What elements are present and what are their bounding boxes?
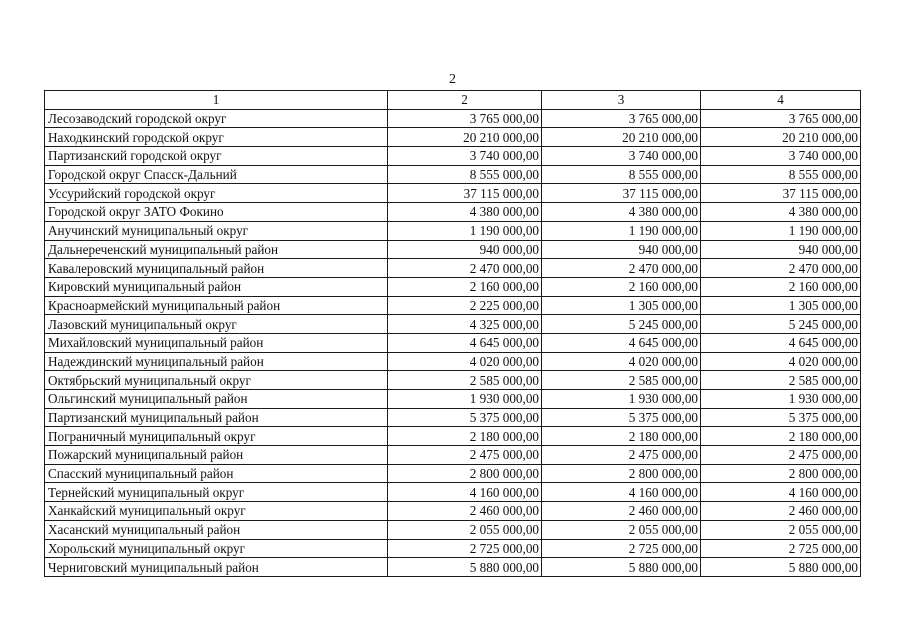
amount-col4-cell: 940 000,00	[701, 240, 861, 259]
amount-col2-cell: 2 800 000,00	[388, 464, 542, 483]
amount-col4-cell: 2 725 000,00	[701, 539, 861, 558]
amount-col3-cell: 4 645 000,00	[542, 333, 701, 352]
amount-col4-cell: 2 470 000,00	[701, 259, 861, 278]
table-row	[45, 558, 861, 577]
municipality-name-cell: Уссурийский городской округ	[45, 184, 388, 203]
amount-col3-cell: 2 585 000,00	[542, 371, 701, 390]
amount-col4-cell: 3 765 000,00	[701, 109, 861, 128]
amount-col4-cell: 1 305 000,00	[701, 296, 861, 315]
amount-col2-cell: 940 000,00	[388, 240, 542, 259]
amount-col3-cell: 5 375 000,00	[542, 408, 701, 427]
amount-col3-cell: 3 765 000,00	[542, 109, 701, 128]
amount-col2-cell: 1 930 000,00	[388, 390, 542, 409]
municipality-name-cell: Городской округ Спасск-Дальний	[45, 165, 388, 184]
amount-col4-cell: 2 460 000,00	[701, 502, 861, 521]
table-row	[45, 502, 861, 521]
amount-col3-cell: 8 555 000,00	[542, 165, 701, 184]
page-number: 2	[449, 72, 456, 87]
amount-col4-cell: 2 585 000,00	[701, 371, 861, 390]
amount-col2-cell: 2 225 000,00	[388, 296, 542, 315]
column-header-4: 4	[701, 91, 861, 110]
table-body	[45, 109, 861, 576]
municipality-name-cell: Партизанский муниципальный район	[45, 408, 388, 427]
municipality-name-cell: Ольгинский муниципальный район	[45, 390, 388, 409]
column-header-3: 3	[542, 91, 701, 110]
amount-col4-cell: 1 190 000,00	[701, 221, 861, 240]
amount-col4-cell: 1 930 000,00	[701, 390, 861, 409]
municipality-name-cell: Лесозаводский городской округ	[45, 109, 388, 128]
amount-col2-cell: 5 375 000,00	[388, 408, 542, 427]
table-row	[45, 296, 861, 315]
amount-col3-cell: 2 180 000,00	[542, 427, 701, 446]
amount-col4-cell: 2 160 000,00	[701, 277, 861, 296]
table-row	[45, 277, 861, 296]
table-row	[45, 184, 861, 203]
amount-col2-cell: 2 585 000,00	[388, 371, 542, 390]
table-row	[45, 333, 861, 352]
amount-col3-cell: 940 000,00	[542, 240, 701, 259]
amount-col3-cell: 20 210 000,00	[542, 128, 701, 147]
amount-col2-cell: 2 055 000,00	[388, 520, 542, 539]
table-header	[45, 91, 861, 110]
municipality-name-cell: Надеждинский муниципальный район	[45, 352, 388, 371]
column-header-1: 1	[45, 91, 388, 110]
table-row	[45, 109, 861, 128]
municipality-name-cell: Партизанский городской округ	[45, 147, 388, 166]
municipality-name-cell: Михайловский муниципальный район	[45, 333, 388, 352]
amount-col3-cell: 4 160 000,00	[542, 483, 701, 502]
municipality-name-cell: Ханкайский муниципальный округ	[45, 502, 388, 521]
amount-col2-cell: 2 460 000,00	[388, 502, 542, 521]
amount-col3-cell: 5 245 000,00	[542, 315, 701, 334]
amount-col2-cell: 2 160 000,00	[388, 277, 542, 296]
amount-col2-cell: 20 210 000,00	[388, 128, 542, 147]
amount-col2-cell: 3 765 000,00	[388, 109, 542, 128]
table-row	[45, 408, 861, 427]
table-row	[45, 165, 861, 184]
amount-col3-cell: 2 055 000,00	[542, 520, 701, 539]
amount-col3-cell: 1 305 000,00	[542, 296, 701, 315]
amount-col4-cell: 2 800 000,00	[701, 464, 861, 483]
amount-col4-cell: 4 645 000,00	[701, 333, 861, 352]
table-row	[45, 147, 861, 166]
amount-col2-cell: 1 190 000,00	[388, 221, 542, 240]
allocation-table	[44, 90, 861, 577]
municipality-name-cell: Городской округ ЗАТО Фокино	[45, 203, 388, 222]
table-row	[45, 128, 861, 147]
amount-col3-cell: 4 380 000,00	[542, 203, 701, 222]
amount-col3-cell: 1 930 000,00	[542, 390, 701, 409]
municipality-name-cell: Пожарский муниципальный район	[45, 446, 388, 465]
amount-col4-cell: 4 160 000,00	[701, 483, 861, 502]
municipality-name-cell: Тернейский муниципальный округ	[45, 483, 388, 502]
municipality-name-cell: Анучинский муниципальный округ	[45, 221, 388, 240]
municipality-name-cell: Хорольский муниципальный округ	[45, 539, 388, 558]
table-row	[45, 520, 861, 539]
municipality-name-cell: Спасский муниципальный район	[45, 464, 388, 483]
amount-col2-cell: 4 645 000,00	[388, 333, 542, 352]
amount-col3-cell: 37 115 000,00	[542, 184, 701, 203]
amount-col2-cell: 3 740 000,00	[388, 147, 542, 166]
table-row	[45, 352, 861, 371]
amount-col3-cell: 1 190 000,00	[542, 221, 701, 240]
amount-col3-cell: 2 725 000,00	[542, 539, 701, 558]
municipality-name-cell: Октябрьский муниципальный округ	[45, 371, 388, 390]
amount-col2-cell: 37 115 000,00	[388, 184, 542, 203]
table-row	[45, 203, 861, 222]
municipality-name-cell: Находкинский городской округ	[45, 128, 388, 147]
amount-col2-cell: 2 470 000,00	[388, 259, 542, 278]
municipality-name-cell: Кировский муниципальный район	[45, 277, 388, 296]
table-row	[45, 464, 861, 483]
table-row	[45, 427, 861, 446]
table-row	[45, 221, 861, 240]
amount-col4-cell: 37 115 000,00	[701, 184, 861, 203]
table-row	[45, 315, 861, 334]
amount-col2-cell: 4 380 000,00	[388, 203, 542, 222]
amount-col2-cell: 2 475 000,00	[388, 446, 542, 465]
municipality-name-cell: Лазовский муниципальный округ	[45, 315, 388, 334]
amount-col2-cell: 5 880 000,00	[388, 558, 542, 577]
table-row	[45, 539, 861, 558]
amount-col4-cell: 4 020 000,00	[701, 352, 861, 371]
amount-col4-cell: 3 740 000,00	[701, 147, 861, 166]
table-row	[45, 390, 861, 409]
amount-col4-cell: 5 880 000,00	[701, 558, 861, 577]
municipality-name-cell: Черниговский муниципальный район	[45, 558, 388, 577]
amount-col3-cell: 2 160 000,00	[542, 277, 701, 296]
table-row	[45, 483, 861, 502]
amount-col3-cell: 2 460 000,00	[542, 502, 701, 521]
amount-col2-cell: 4 020 000,00	[388, 352, 542, 371]
municipality-name-cell: Красноармейский муниципальный район	[45, 296, 388, 315]
municipality-name-cell: Дальнереченский муниципальный район	[45, 240, 388, 259]
amount-col4-cell: 20 210 000,00	[701, 128, 861, 147]
amount-col4-cell: 2 180 000,00	[701, 427, 861, 446]
amount-col4-cell: 2 055 000,00	[701, 520, 861, 539]
amount-col2-cell: 2 180 000,00	[388, 427, 542, 446]
amount-col4-cell: 8 555 000,00	[701, 165, 861, 184]
amount-col4-cell: 2 475 000,00	[701, 446, 861, 465]
amount-col2-cell: 8 555 000,00	[388, 165, 542, 184]
amount-col4-cell: 4 380 000,00	[701, 203, 861, 222]
amount-col2-cell: 4 325 000,00	[388, 315, 542, 334]
amount-col4-cell: 5 245 000,00	[701, 315, 861, 334]
table-row	[45, 371, 861, 390]
column-header-2: 2	[388, 91, 542, 110]
header-row	[45, 91, 861, 110]
amount-col2-cell: 4 160 000,00	[388, 483, 542, 502]
amount-col3-cell: 2 800 000,00	[542, 464, 701, 483]
municipality-name-cell: Кавалеровский муниципальный район	[45, 259, 388, 278]
amount-col4-cell: 5 375 000,00	[701, 408, 861, 427]
municipality-name-cell: Хасанский муниципальный район	[45, 520, 388, 539]
amount-col3-cell: 5 880 000,00	[542, 558, 701, 577]
table-row	[45, 259, 861, 278]
table-row	[45, 240, 861, 259]
municipality-name-cell: Пограничный муниципальный округ	[45, 427, 388, 446]
amount-col3-cell: 2 475 000,00	[542, 446, 701, 465]
table-row	[45, 446, 861, 465]
amount-col2-cell: 2 725 000,00	[388, 539, 542, 558]
amount-col3-cell: 2 470 000,00	[542, 259, 701, 278]
amount-col3-cell: 3 740 000,00	[542, 147, 701, 166]
amount-col3-cell: 4 020 000,00	[542, 352, 701, 371]
